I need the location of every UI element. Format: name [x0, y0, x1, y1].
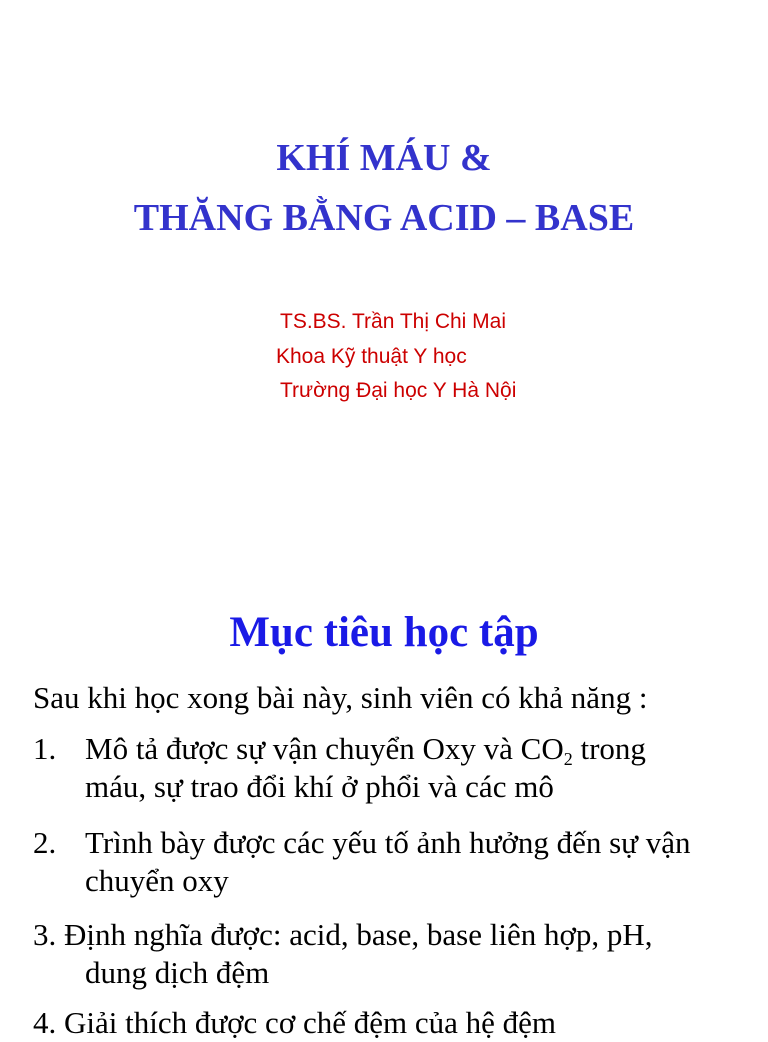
author-school: Trường Đại học Y Hà Nội	[280, 379, 517, 402]
author-name: TS.BS. Trần Thị Chi Mai	[280, 310, 507, 333]
subscript: 2	[563, 749, 573, 769]
objective-line	[85, 730, 768, 768]
objective-text	[33, 824, 768, 900]
objective-item-1	[33, 730, 768, 806]
objectives-slide	[0, 590, 768, 1040]
objective-line: Trình bày được các yếu tố ảnh hưởng đến sự vận	[85, 825, 691, 860]
objective-line: chuyển oxy	[85, 863, 229, 898]
objective-line: máu, sự trao đổi khí ở phổi và các mô	[85, 769, 554, 804]
objectives-heading: Mục tiêu học tập	[229, 609, 539, 656]
objective-text	[33, 916, 768, 992]
author-department: Khoa Kỹ thuật Y học	[276, 345, 467, 368]
title-line-2: THĂNG BẰNG ACID – BASE	[133, 197, 635, 239]
objective-text	[33, 730, 768, 806]
objective-line: 3. Định nghĩa được: acid, base, base liên hợp, pH,	[33, 917, 653, 952]
objective-item-2	[33, 824, 768, 900]
objective-number: 1.	[33, 731, 57, 766]
objective-text	[33, 1004, 768, 1042]
objective-number: 2.	[33, 825, 57, 860]
title-line-1: KHÍ MÁU &	[276, 137, 492, 179]
objective-item-4	[33, 1004, 768, 1042]
objective-line: dung dịch đệm	[85, 955, 270, 990]
objective-line-part: Mô tả được sự vận chuyển Oxy và CO	[85, 731, 564, 766]
objectives-intro: Sau khi học xong bài này, sinh viên có khả năng :	[33, 680, 648, 715]
slide-title	[0, 128, 768, 248]
objective-line-part: trong	[572, 731, 646, 766]
objective-item-3	[33, 916, 768, 992]
objective-line: 4. Giải thích được cơ chế đệm của hệ đệm	[33, 1005, 557, 1040]
